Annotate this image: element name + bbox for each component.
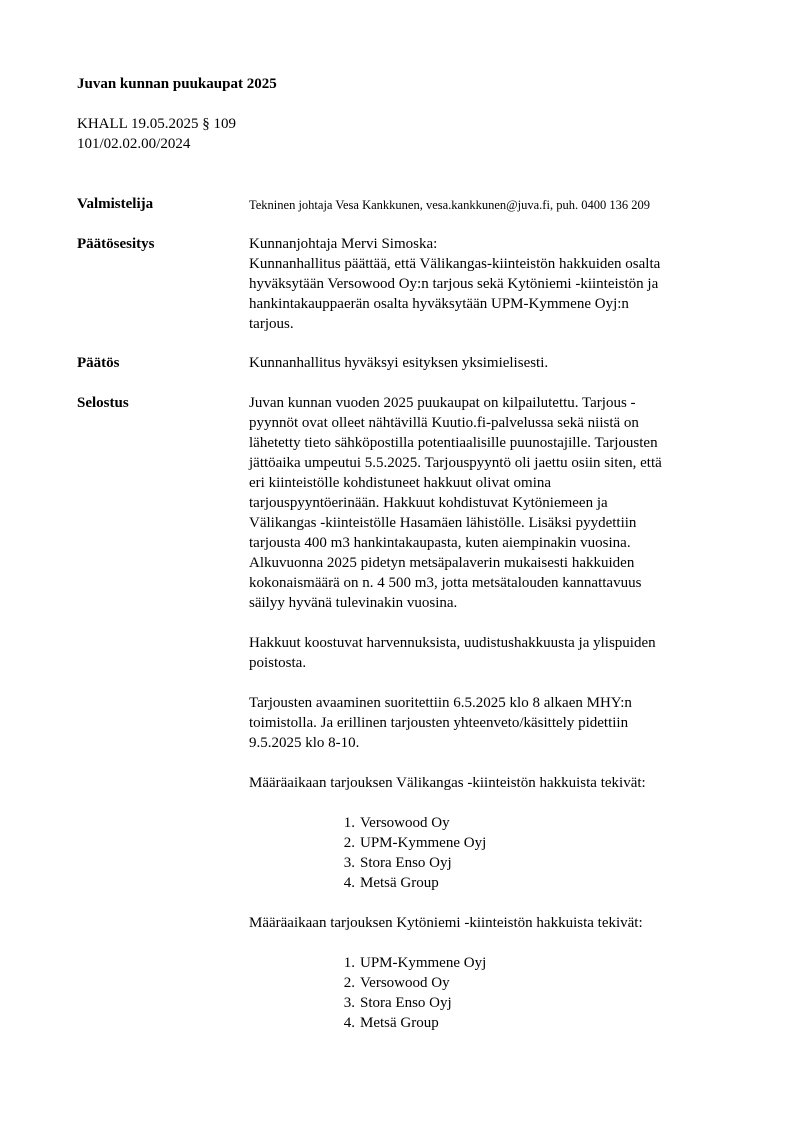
list-item <box>343 993 734 1013</box>
list-item-text: UPM-Kymmene Oyj <box>360 835 487 851</box>
paatosesitys-label: Päätösesitys <box>77 236 155 252</box>
record-number: 101/02.02.00/2024 <box>77 136 191 152</box>
list-item <box>343 833 734 853</box>
selostus-line: 9.5.2025 klo 8-10. <box>249 735 360 751</box>
list2-intro <box>249 913 734 933</box>
list-item-number: 4. <box>343 1015 355 1031</box>
list-item-number: 1. <box>343 955 355 971</box>
selostus-line: Hakkuut koostuvat harvennuksista, uudistushakkuusta ja ylispuiden <box>249 635 656 651</box>
selostus-label: Selostus <box>77 395 129 411</box>
valmistelija-body <box>249 195 734 215</box>
selostus-line: jättöaika umpeutui 5.5.2025. Tarjouspyyntö oli jaettu osiin siten, että <box>249 455 662 471</box>
paatosesitys-line: Kunnanjohtaja Mervi Simoska: <box>249 236 438 252</box>
list-item <box>343 973 734 993</box>
document-title: Juvan kunnan puukaupat 2025 <box>77 76 277 92</box>
list-item-text: Versowood Oy <box>360 815 450 831</box>
selostus-paragraph-1 <box>249 393 734 613</box>
selostus-line: kokonaismäärä on n. 4 500 m3, jotta metsätalouden kannattavuus <box>249 575 642 591</box>
selostus-line: Alkuvuonna 2025 pidetyn metsäpalaverin mukaisesti hakkuiden <box>249 555 635 571</box>
list-item-number: 1. <box>343 815 355 831</box>
selostus-line: lähetetty tieto sähköpostilla potentiaalisille puunostajille. Tarjousten <box>249 435 658 451</box>
list-item <box>343 873 734 893</box>
list-item <box>343 953 734 973</box>
list-item <box>343 853 734 873</box>
selostus-line: Juvan kunnan vuoden 2025 puukaupat on kilpailutettu. Tarjous - <box>249 395 636 411</box>
bidders-list-valikangas <box>249 813 734 893</box>
selostus-line: tarjousta 400 m3 hankintakaupasta, kuten aiempinakin vuosina. <box>249 535 631 551</box>
list1-intro <box>249 773 734 793</box>
list1-intro-text: Määräaikaan tarjouksen Välikangas -kiinteistön hakkuista tekivät: <box>249 775 646 791</box>
selostus-line: Tarjousten avaaminen suoritettiin 6.5.2025 klo 8 alkaen MHY:n <box>249 695 632 711</box>
selostus-line: säilyy hyvänä tulevinakin vuosina. <box>249 595 458 611</box>
bidders-list-kytoniemi <box>249 953 734 1033</box>
valmistelija-text: Tekninen johtaja Vesa Kankkunen, vesa.kankkunen@juva.fi, puh. 0400 136 209 <box>249 198 650 212</box>
list-item-number: 3. <box>343 855 355 871</box>
selostus-line: tarjouspyyntöerinään. Hakkuut kohdistuvat Kytöniemeen ja <box>249 495 608 511</box>
list-item-number: 2. <box>343 835 355 851</box>
selostus-line: poistosta. <box>249 655 307 671</box>
paatosesitys-line: Kunnanhallitus päättää, että Välikangas-kiinteistön hakkuiden osalta <box>249 256 661 272</box>
list-item-text: Versowood Oy <box>360 975 450 991</box>
valmistelija-label: Valmistelija <box>77 196 154 212</box>
paatos-body <box>249 353 734 373</box>
list-item-number: 2. <box>343 975 355 991</box>
selostus-line: toimistolla. Ja erillinen tarjousten yhteenveto/käsittely pidettiin <box>249 715 629 731</box>
list-item-number: 4. <box>343 875 355 891</box>
list-item <box>343 813 734 833</box>
paatos-label: Päätös <box>77 355 120 371</box>
list2-intro-text: Määräaikaan tarjouksen Kytöniemi -kiinteistön hakkuista tekivät: <box>249 915 643 931</box>
paatosesitys-line: tarjous. <box>249 316 294 332</box>
selostus-line: eri kiinteistölle kohdistuneet hakkuut olivat omina <box>249 475 552 491</box>
list-item-text: Metsä Group <box>360 875 439 891</box>
list-item-text: Stora Enso Oyj <box>360 855 452 871</box>
selostus-paragraph-2 <box>249 633 734 673</box>
list-item-text: UPM-Kymmene Oyj <box>360 955 487 971</box>
selostus-paragraph-3 <box>249 693 734 753</box>
list-item-number: 3. <box>343 995 355 1011</box>
selostus-body <box>249 393 734 1053</box>
list-item <box>343 1013 734 1033</box>
paatosesitys-body <box>249 234 734 334</box>
meeting-reference: KHALL 19.05.2025 § 109 <box>77 116 237 132</box>
selostus-line: Välikangas -kiinteistölle Hasamäen lähistölle. Lisäksi pyydettiin <box>249 515 637 531</box>
paatos-text: Kunnanhallitus hyväksyi esityksen yksimielisesti. <box>249 355 549 371</box>
list-item-text: Stora Enso Oyj <box>360 995 452 1011</box>
selostus-line: pyynnöt ovat olleet nähtävillä Kuutio.fi-palvelussa sekä niistä on <box>249 415 639 431</box>
paatosesitys-line: hyväksytään Versowood Oy:n tarjous sekä Kytöniemi -kiinteistön ja <box>249 276 659 292</box>
paatosesitys-line: hankintakauppaerän osalta hyväksytään UPM-Kymmene Oyj:n <box>249 296 629 312</box>
list-item-text: Metsä Group <box>360 1015 439 1031</box>
document-meta <box>77 114 236 154</box>
